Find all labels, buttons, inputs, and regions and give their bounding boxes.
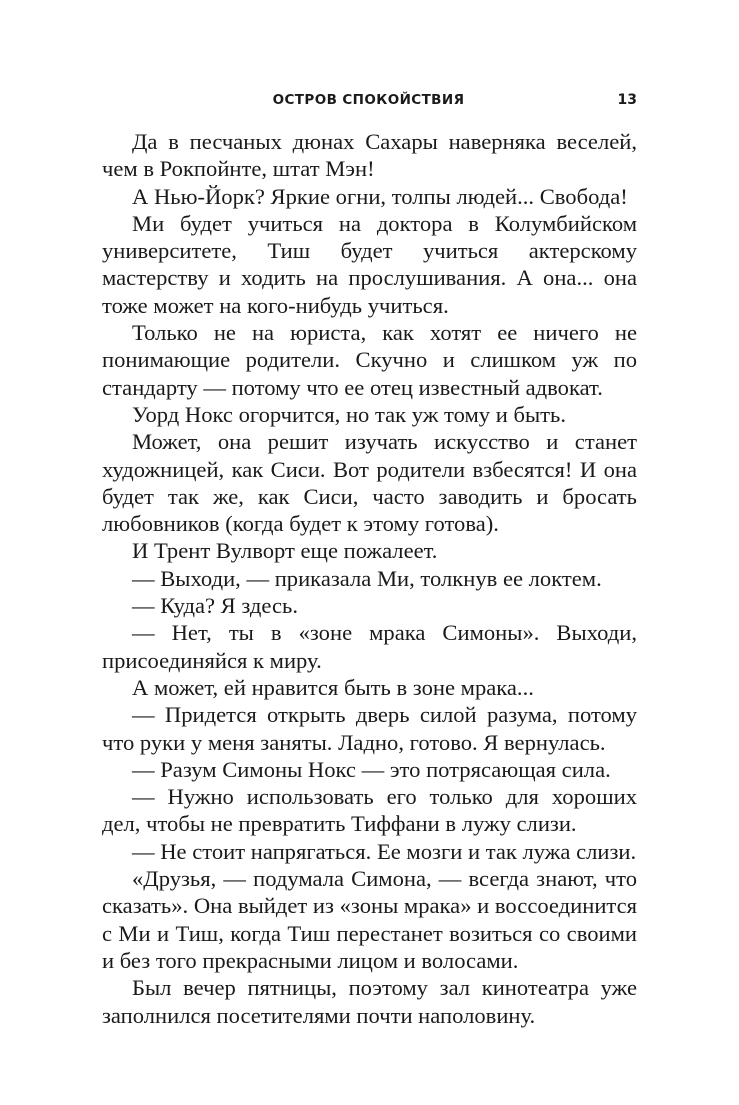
dialogue-line: — Не стоит напрягаться. Ее мозги и так лужа слизи. bbox=[132, 838, 637, 864]
paragraph: И Трент Вулворт еще пожалеет. bbox=[132, 538, 438, 564]
paragraph: А Нью-Йорк? Яркие огни, толпы людей... Свобода! bbox=[132, 183, 628, 209]
dialogue-line: — Придется открыть дверь силой разума, потому что руки у меня заняты. Ладно, готово. Я вернулась. bbox=[102, 702, 637, 755]
body-text bbox=[102, 128, 637, 1029]
paragraph: Уорд Нокс огорчится, но так уж тому и быть. bbox=[132, 401, 566, 427]
paragraph: А может, ей нравится быть в зоне мрака... bbox=[132, 674, 534, 700]
page-header bbox=[100, 88, 637, 112]
dialogue-line: — Выходи, — приказала Ми, толкнув ее локтем. bbox=[132, 565, 602, 591]
paragraph: «Друзья, — подумала Симона, — всегда знают, что сказать». Она выйдет из «зоны мрака» и воссоединится с Ми и Тиш, когда Тиш перестанет возиться со своими и без того прекрасными лицом и волосами. bbox=[102, 866, 637, 973]
dialogue-line: — Куда? Я здесь. bbox=[132, 593, 298, 619]
paragraph: Ми будет учиться на доктора в Колумбийском университете, Тиш будет учиться актерскому мастерству и ходить на прослушивания. А она... она тоже может на кого-нибудь учиться. bbox=[102, 210, 637, 318]
paragraph: Только не на юриста, как хотят ее ничего не понимающие родители. Скучно и слишком уж по стандарту — потому что ее отец известный адвокат. bbox=[102, 320, 637, 400]
page-number: 13 bbox=[617, 92, 637, 108]
dialogue-line: — Разум Симоны Нокс — это потрясающая сила. bbox=[132, 756, 611, 782]
dialogue-line: — Нет, ты в «зоне мрака Симоны». Выходи, присоединяйся к миру. bbox=[102, 620, 637, 673]
paragraph: Да в песчаных дюнах Сахары наверняка веселей, чем в Рокпойнте, штат Мэн! bbox=[102, 129, 637, 182]
paragraph: Был вечер пятницы, поэтому зал кинотеатра уже заполнился посетителями почти наполовину. bbox=[102, 975, 637, 1028]
dialogue-line: — Нужно использовать его только для хороших дел, чтобы не превратить Тиффани в лужу слизи. bbox=[102, 784, 637, 837]
paragraph: Может, она решит изучать искусство и станет художницей, как Сиси. Вот родители взбесятся! И она будет так же, как Сиси, часто заводить и бросать любовников (когда будет к этому готова). bbox=[102, 429, 637, 537]
running-title: ОСТРОВ СПОКОЙСТВИЯ bbox=[272, 92, 465, 108]
